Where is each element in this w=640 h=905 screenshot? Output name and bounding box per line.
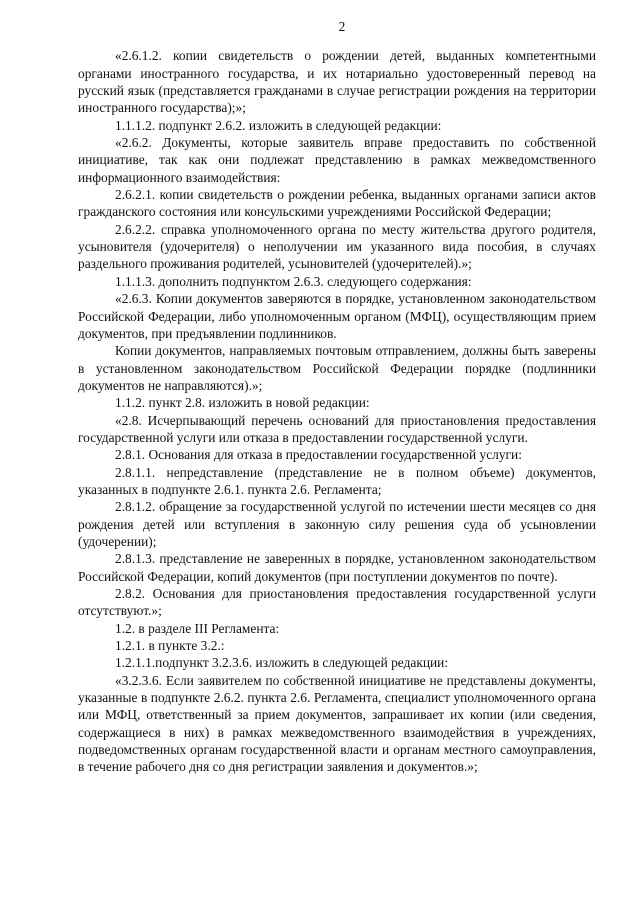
document-page	[78, 18, 596, 776]
paragraph: 2.6.2.2. справка уполномоченного органа по месту жительства другого родителя, усыновителя (удочерителя) о неполучении им указанного вида пособия, в случаях раздельного проживания родителей, усыновителей (удочерителей).»;	[78, 221, 596, 272]
paragraph: «2.6.2. Документы, которые заявитель вправе предоставить по собственной инициативе, так как они подлежат представлению в рамках межведомственного информационного взаимодействия:	[78, 135, 596, 185]
paragraph: 1.2.1. в пункте 3.2.:	[115, 638, 225, 654]
paragraph: «2.8. Исчерпывающий перечень оснований для приостановления предоставления государственной услуги или отказа в предоставлении государственной услуги.	[78, 412, 596, 445]
paragraph: 2.6.2.1. копии свидетельств о рождении ребенка, выданных органами записи актов гражданского состояния или консульскими учреждениями Российской Федерации;	[78, 187, 596, 220]
paragraph: «2.6.1.2. копии свидетельств о рождении детей, выданных компетентными органами иностранного государства, и их нотариально удостоверенный перевод на русский язык (представляется гражданами в случае регистрации рождения на территории иностранного государства);»;	[78, 48, 596, 116]
document-body	[78, 47, 596, 775]
paragraph: 2.8.1.3. представление не заверенных в порядке, установленном законодательством Российской Федерации, копий документов (при поступлении документов по почте).	[78, 551, 596, 584]
paragraph: 1.1.1.2. подпункт 2.6.2. изложить в следующей редакции:	[115, 117, 442, 133]
paragraph: 1.1.2. пункт 2.8. изложить в новой редакции:	[115, 395, 370, 411]
paragraph: «3.2.3.6. Если заявителем по собственной инициативе не представлены документы, указанные в подпункте 2.6.2. пункта 2.6. Регламента, специалист уполномоченного органа или МФЦ, ответственный за прием документов, запрашивает их копии (или сведения, содержащиеся в них) в рамках межведомственного взаимодействия в учреждениях, подведомственных органам государственной власти и органам местного самоуправления, в течение рабочего дня со дня регистрации заявления и документов.»;	[78, 672, 596, 775]
paragraph: 1.1.1.3. дополнить подпунктом 2.6.3. следующего содержания:	[115, 273, 472, 289]
paragraph: 1.2. в разделе III Регламента:	[115, 620, 280, 636]
paragraph: Копии документов, направляемых почтовым отправлением, должны быть заверены в установленном законодательством Российской Федерации порядке (подлинники документов не направляются).»;	[78, 343, 596, 393]
page-number: 2	[338, 19, 346, 34]
paragraph: 1.2.1.1.подпункт 3.2.3.6. изложить в следующей редакции:	[115, 655, 449, 671]
paragraph: 2.8.1. Основания для отказа в предоставлении государственной услуги:	[115, 447, 522, 463]
paragraph: «2.6.3. Копии документов заверяются в порядке, установленном законодательством Российской Федерации, либо уполномоченным органом (МФЦ), осуществляющим прием документов, при предъявлении подлинников.	[78, 291, 596, 341]
paragraph: 2.8.1.2. обращение за государственной услугой по истечении шести месяцев со дня рождения детей или вступления в законную силу решения суда об усыновлении (удочерении);	[78, 499, 596, 549]
paragraph: 2.8.2. Основания для приостановления предоставления государственной услуги отсутствуют.»;	[78, 586, 596, 619]
paragraph: 2.8.1.1. непредставление (представление не в полном объеме) документов, указанных в подпункте 2.6.1. пункта 2.6. Регламента;	[78, 464, 596, 497]
